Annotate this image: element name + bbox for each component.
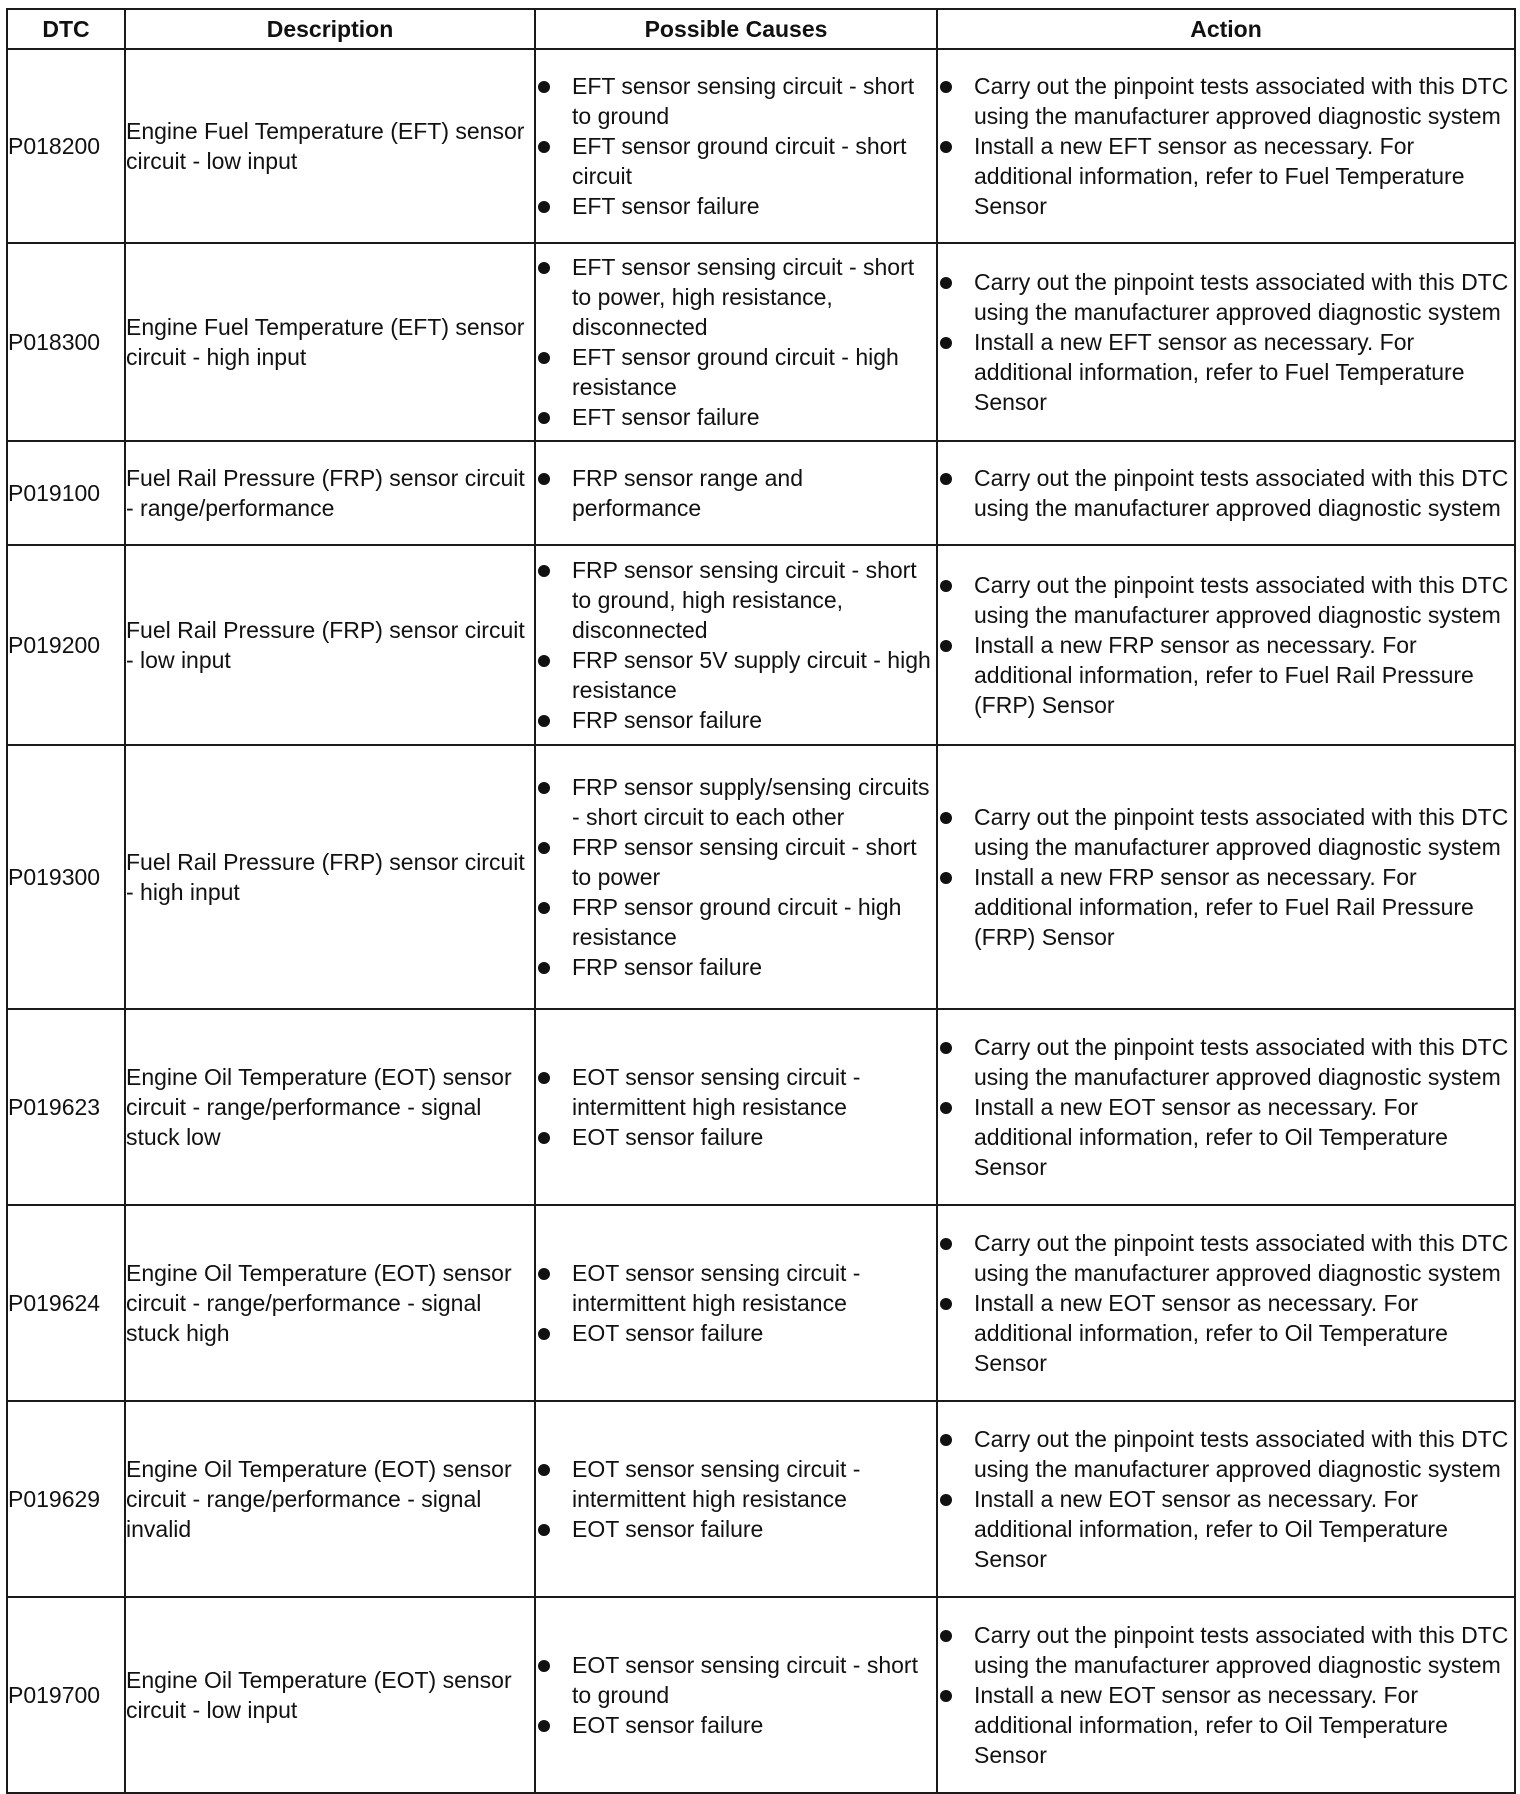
dtc-description: Engine Oil Temperature (EOT) sensor circuit - range/performance - signal invalid	[125, 1401, 535, 1597]
possible-cause-item: FRP sensor sensing circuit - short to ground, high resistance, disconnected	[536, 555, 936, 645]
action-list	[938, 267, 1514, 417]
header-description: Description	[125, 9, 535, 49]
action-item: Carry out the pinpoint tests associated with this DTC using the manufacturer approved diagnostic system	[938, 267, 1514, 327]
action-cell	[937, 545, 1515, 745]
possible-cause-item: EOT sensor sensing circuit - intermittent high resistance	[536, 1062, 936, 1122]
possible-causes-cell	[535, 1401, 937, 1597]
dtc-description: Fuel Rail Pressure (FRP) sensor circuit - range/performance	[125, 441, 535, 545]
possible-cause-item: FRP sensor supply/sensing circuits - short circuit to each other	[536, 772, 936, 832]
table-row	[7, 441, 1515, 545]
table-row	[7, 1009, 1515, 1205]
table-row	[7, 49, 1515, 243]
possible-causes-list	[536, 71, 936, 221]
possible-cause-item: FRP sensor failure	[536, 952, 936, 982]
possible-cause-item: EFT sensor sensing circuit - short to ground	[536, 71, 936, 131]
possible-causes-cell	[535, 243, 937, 441]
header-action: Action	[937, 9, 1515, 49]
dtc-table	[6, 8, 1516, 1794]
dtc-code: P018300	[7, 243, 125, 441]
possible-cause-item: FRP sensor sensing circuit - short to power	[536, 832, 936, 892]
possible-causes-cell	[535, 1009, 937, 1205]
action-item: Install a new EFT sensor as necessary. For additional information, refer to Fuel Temperature Sensor	[938, 327, 1514, 417]
action-list	[938, 1620, 1514, 1770]
possible-causes-list	[536, 1454, 936, 1544]
action-item: Install a new EOT sensor as necessary. For additional information, refer to Oil Temperature Sensor	[938, 1484, 1514, 1574]
possible-causes-cell	[535, 545, 937, 745]
dtc-description: Engine Oil Temperature (EOT) sensor circuit - range/performance - signal stuck high	[125, 1205, 535, 1401]
action-cell	[937, 49, 1515, 243]
dtc-code: P019623	[7, 1009, 125, 1205]
action-list	[938, 71, 1514, 221]
action-item: Install a new FRP sensor as necessary. For additional information, refer to Fuel Rail Pressure (FRP) Sensor	[938, 862, 1514, 952]
action-item: Carry out the pinpoint tests associated with this DTC using the manufacturer approved diagnostic system	[938, 802, 1514, 862]
possible-cause-item: EFT sensor failure	[536, 402, 936, 432]
dtc-description: Engine Oil Temperature (EOT) sensor circuit - low input	[125, 1597, 535, 1793]
possible-cause-item: FRP sensor failure	[536, 705, 936, 735]
possible-cause-item: EOT sensor sensing circuit - intermittent high resistance	[536, 1258, 936, 1318]
dtc-code: P019100	[7, 441, 125, 545]
action-item: Carry out the pinpoint tests associated with this DTC using the manufacturer approved diagnostic system	[938, 463, 1514, 523]
possible-causes-list	[536, 463, 936, 523]
possible-cause-item: EOT sensor sensing circuit - intermittent high resistance	[536, 1454, 936, 1514]
possible-causes-cell	[535, 441, 937, 545]
action-item: Carry out the pinpoint tests associated with this DTC using the manufacturer approved diagnostic system	[938, 1032, 1514, 1092]
action-item: Carry out the pinpoint tests associated with this DTC using the manufacturer approved diagnostic system	[938, 570, 1514, 630]
possible-causes-list	[536, 1062, 936, 1152]
possible-causes-cell	[535, 1205, 937, 1401]
possible-causes-cell	[535, 49, 937, 243]
action-cell	[937, 441, 1515, 545]
action-item: Carry out the pinpoint tests associated with this DTC using the manufacturer approved diagnostic system	[938, 1228, 1514, 1288]
action-item: Carry out the pinpoint tests associated with this DTC using the manufacturer approved diagnostic system	[938, 71, 1514, 131]
possible-cause-item: EFT sensor ground circuit - high resistance	[536, 342, 936, 402]
header-dtc: DTC	[7, 9, 125, 49]
possible-causes-list	[536, 1650, 936, 1740]
action-item: Install a new EOT sensor as necessary. For additional information, refer to Oil Temperature Sensor	[938, 1680, 1514, 1770]
action-cell	[937, 745, 1515, 1009]
action-list	[938, 1228, 1514, 1378]
table-body	[7, 49, 1515, 1793]
possible-causes-cell	[535, 745, 937, 1009]
possible-causes-list	[536, 772, 936, 982]
possible-cause-item: EOT sensor failure	[536, 1710, 936, 1740]
dtc-code: P019629	[7, 1401, 125, 1597]
table-row	[7, 545, 1515, 745]
action-cell	[937, 1401, 1515, 1597]
possible-cause-item: FRP sensor range and performance	[536, 463, 936, 523]
dtc-description: Engine Fuel Temperature (EFT) sensor circuit - high input	[125, 243, 535, 441]
possible-causes-list	[536, 252, 936, 432]
table-row	[7, 1597, 1515, 1793]
dtc-code: P019624	[7, 1205, 125, 1401]
possible-cause-item: EFT sensor sensing circuit - short to power, high resistance, disconnected	[536, 252, 936, 342]
table-row	[7, 745, 1515, 1009]
action-list	[938, 1032, 1514, 1182]
action-cell	[937, 243, 1515, 441]
possible-causes-list	[536, 555, 936, 735]
possible-cause-item: FRP sensor 5V supply circuit - high resistance	[536, 645, 936, 705]
possible-cause-item: EOT sensor sensing circuit - short to ground	[536, 1650, 936, 1710]
dtc-description: Fuel Rail Pressure (FRP) sensor circuit - high input	[125, 745, 535, 1009]
action-list	[938, 802, 1514, 952]
possible-cause-item: EFT sensor ground circuit - short circuit	[536, 131, 936, 191]
possible-cause-item: EFT sensor failure	[536, 191, 936, 221]
possible-cause-item: EOT sensor failure	[536, 1318, 936, 1348]
dtc-code: P019700	[7, 1597, 125, 1793]
dtc-code: P019300	[7, 745, 125, 1009]
possible-causes-cell	[535, 1597, 937, 1793]
table-row	[7, 1205, 1515, 1401]
action-list	[938, 463, 1514, 523]
possible-cause-item: EOT sensor failure	[536, 1514, 936, 1544]
action-item: Carry out the pinpoint tests associated with this DTC using the manufacturer approved diagnostic system	[938, 1424, 1514, 1484]
dtc-description: Engine Fuel Temperature (EFT) sensor circuit - low input	[125, 49, 535, 243]
dtc-description: Engine Oil Temperature (EOT) sensor circuit - range/performance - signal stuck low	[125, 1009, 535, 1205]
action-list	[938, 1424, 1514, 1574]
header-possible-causes: Possible Causes	[535, 9, 937, 49]
possible-cause-item: EOT sensor failure	[536, 1122, 936, 1152]
action-cell	[937, 1597, 1515, 1793]
action-item: Carry out the pinpoint tests associated with this DTC using the manufacturer approved diagnostic system	[938, 1620, 1514, 1680]
possible-causes-list	[536, 1258, 936, 1348]
action-item: Install a new EFT sensor as necessary. For additional information, refer to Fuel Temperature Sensor	[938, 131, 1514, 221]
action-item: Install a new EOT sensor as necessary. For additional information, refer to Oil Temperature Sensor	[938, 1092, 1514, 1182]
action-item: Install a new EOT sensor as necessary. For additional information, refer to Oil Temperature Sensor	[938, 1288, 1514, 1378]
action-item: Install a new FRP sensor as necessary. For additional information, refer to Fuel Rail Pressure (FRP) Sensor	[938, 630, 1514, 720]
table-row	[7, 243, 1515, 441]
action-cell	[937, 1009, 1515, 1205]
table-row	[7, 1401, 1515, 1597]
possible-cause-item: FRP sensor ground circuit - high resistance	[536, 892, 936, 952]
action-list	[938, 570, 1514, 720]
dtc-code: P018200	[7, 49, 125, 243]
action-cell	[937, 1205, 1515, 1401]
dtc-description: Fuel Rail Pressure (FRP) sensor circuit - low input	[125, 545, 535, 745]
dtc-code: P019200	[7, 545, 125, 745]
header-row	[7, 9, 1515, 49]
